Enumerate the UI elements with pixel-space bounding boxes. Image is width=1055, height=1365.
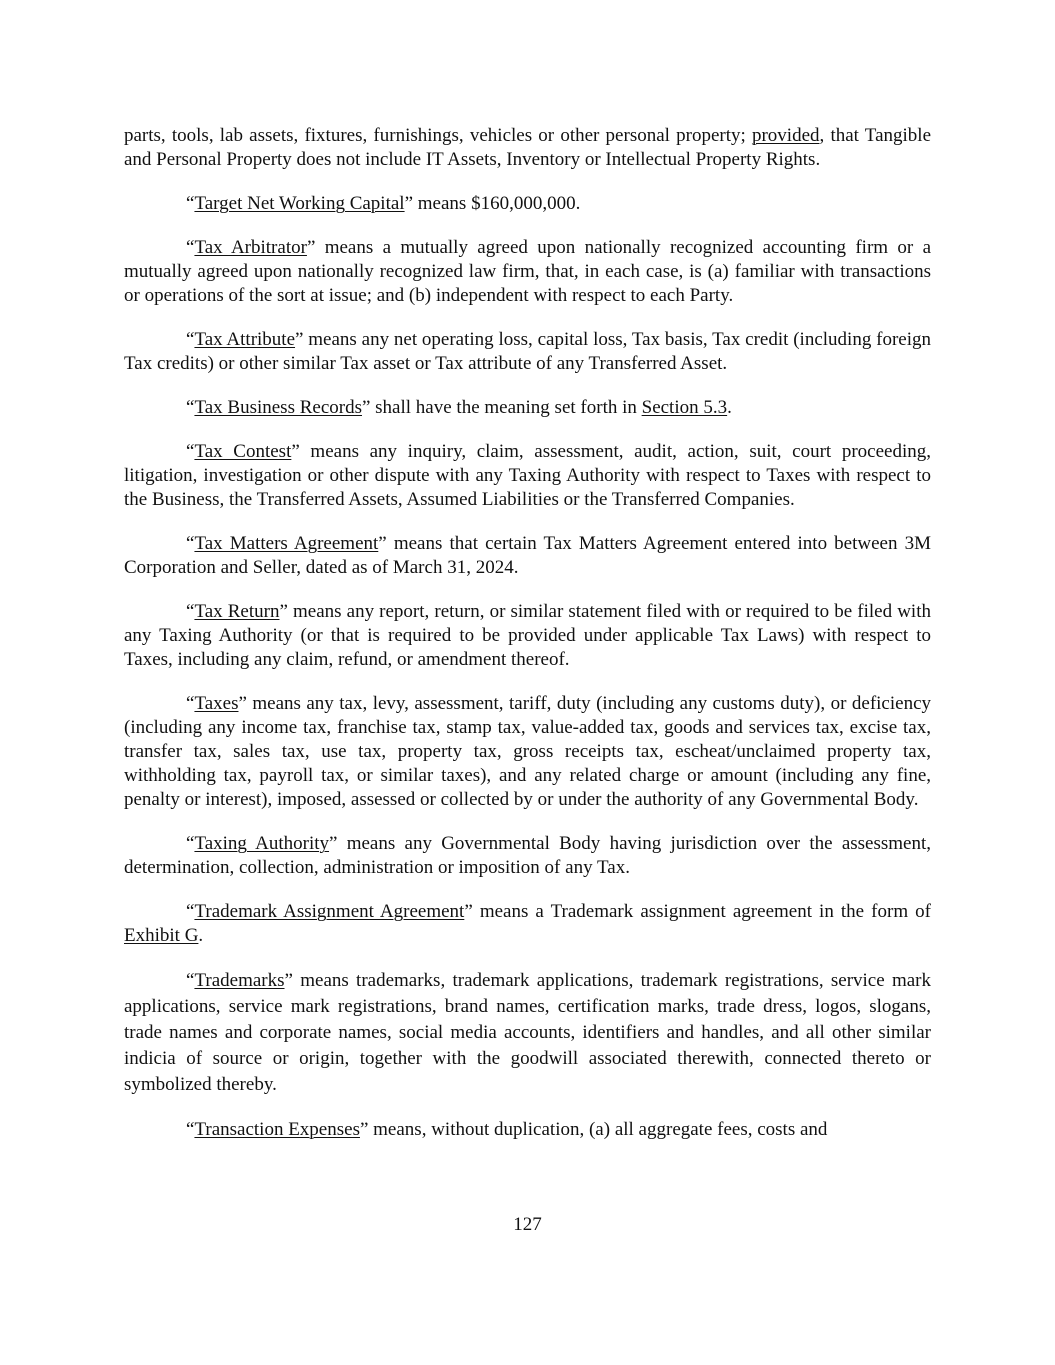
paragraph-text: ” means, without duplication, (a) all aggregate fees, costs and (359, 1119, 828, 1140)
defined-term: Trademark Assignment Agreement (194, 901, 465, 922)
definition-paragraph (124, 692, 931, 812)
defined-term: Transaction Expenses (194, 1119, 360, 1140)
defined-term: Tax Attribute (194, 329, 296, 350)
definition-paragraph (124, 396, 931, 420)
definition-paragraph (124, 900, 931, 948)
defined-term: Target Net Working Capital (194, 193, 405, 214)
paragraph-text: ” means any Governmental Body having jurisdiction over the assessment, determination, collection, administration or imposition of any Tax. (124, 833, 932, 878)
defined-term: Taxing Authority (194, 833, 330, 854)
paragraph-text: “ (186, 693, 195, 714)
paragraph-text: ” means $160,000,000. (404, 193, 581, 214)
paragraph-text: . (198, 925, 204, 946)
definition-paragraph (124, 328, 931, 376)
definition-paragraph (124, 832, 931, 880)
definition-paragraph (124, 1118, 931, 1142)
paragraph-text: “ (186, 833, 195, 854)
definition-paragraph (124, 236, 931, 308)
defined-term: Exhibit G (124, 925, 199, 946)
defined-term: provided (751, 125, 820, 146)
paragraph-text: “ (186, 601, 195, 622)
defined-term: Tax Business Records (194, 397, 362, 418)
paragraph-text: “ (186, 901, 195, 922)
paragraph-text: ” means trademarks, trademark applications, trademark registrations, service mark applications, service mark registrations, brand names, certification marks, trade dress, logos, slogans, trade names and corporate names, social media accounts, identifiers and handles, and all other similar indicia of source or origin, together with the goodwill associated therewith, connected thereto or symbolized thereby. (124, 970, 931, 1095)
definition-paragraph (124, 440, 931, 512)
definition-paragraph (124, 600, 931, 672)
document-page-body (124, 124, 931, 1162)
paragraph-text: ” shall have the meaning set forth in (361, 397, 642, 418)
defined-term: Tax Arbitrator (194, 237, 307, 258)
definition-paragraph (124, 968, 931, 1098)
paragraph-text: “ (186, 329, 195, 350)
paragraph-text: ” means a mutually agreed upon nationally recognized accounting firm or a mutually agreed upon nationally recognized law firm, that, in each case, is (a) familiar with transactions or operations of the sort at issue; and (b) independent with respect to each Party. (124, 237, 932, 306)
defined-term: Section 5.3 (641, 397, 728, 418)
paragraph-text: “ (186, 1119, 195, 1140)
paragraph-text: “ (186, 533, 195, 554)
paragraph-text: “ (186, 441, 195, 462)
definition-paragraph (124, 192, 931, 216)
paragraph-text: ” means any report, return, or similar statement filed with or required to be filed with any Taxing Authority (or that is required to be provided under applicable Tax Laws) with respect to Taxes, including any claim, refund, or amendment thereof. (124, 601, 931, 670)
paragraph-text: “ (186, 970, 195, 991)
paragraph-text: ” means any tax, levy, assessment, tariff, duty (including any customs duty), or deficiency (including any income tax, franchise tax, stamp tax, value-added tax, goods and services tax, excise tax, transfer tax, sales tax, use tax, property tax, gross receipts tax, escheat/unclaimed property tax, withholding tax, payroll tax, or similar taxes), and any related charge or amount (including any fine, penalty or interest), imposed, assessed or collected by or under the authority of any Governmental Body. (124, 693, 931, 810)
paragraph-text: ” means any inquiry, claim, assessment, audit, action, suit, court proceeding, litigation, investigation or other dispute with any Taxing Authority with respect to Taxes with respect to the Business, the Transferred Assets, Assumed Liabilities or the Transferred Companies. (124, 441, 931, 510)
paragraph-text: parts, tools, lab assets, fixtures, furnishings, vehicles or other personal property; (124, 125, 752, 146)
paragraph-text: “ (186, 193, 195, 214)
page-number: 127 (513, 1214, 542, 1235)
defined-term: Trademarks (194, 970, 285, 991)
paragraph-text: ” means that certain Tax Matters Agreement entered into between 3M Corporation and Seller, dated as of March 31, 2024. (124, 533, 931, 578)
paragraph-text: “ (186, 237, 195, 258)
paragraph-text: ” means a Trademark assignment agreement in the form of (464, 901, 931, 922)
defined-term: Tax Contest (194, 441, 292, 462)
defined-term: Tax Matters Agreement (194, 533, 379, 554)
definition-paragraph (124, 532, 931, 580)
paragraph-text: “ (186, 397, 195, 418)
paragraph-text: , that Tangible and Personal Property does not include IT Assets, Inventory or Intellectual Property Rights. (124, 125, 932, 170)
paragraph-text: ” means any net operating loss, capital loss, Tax basis, Tax credit (including foreign Tax credits) or other similar Tax asset or Tax attribute of any Transferred Asset. (124, 329, 932, 374)
paragraph-text: . (727, 397, 732, 418)
definition-paragraph (124, 124, 931, 172)
defined-term: Tax Return (194, 601, 280, 622)
defined-term: Taxes (194, 693, 239, 714)
